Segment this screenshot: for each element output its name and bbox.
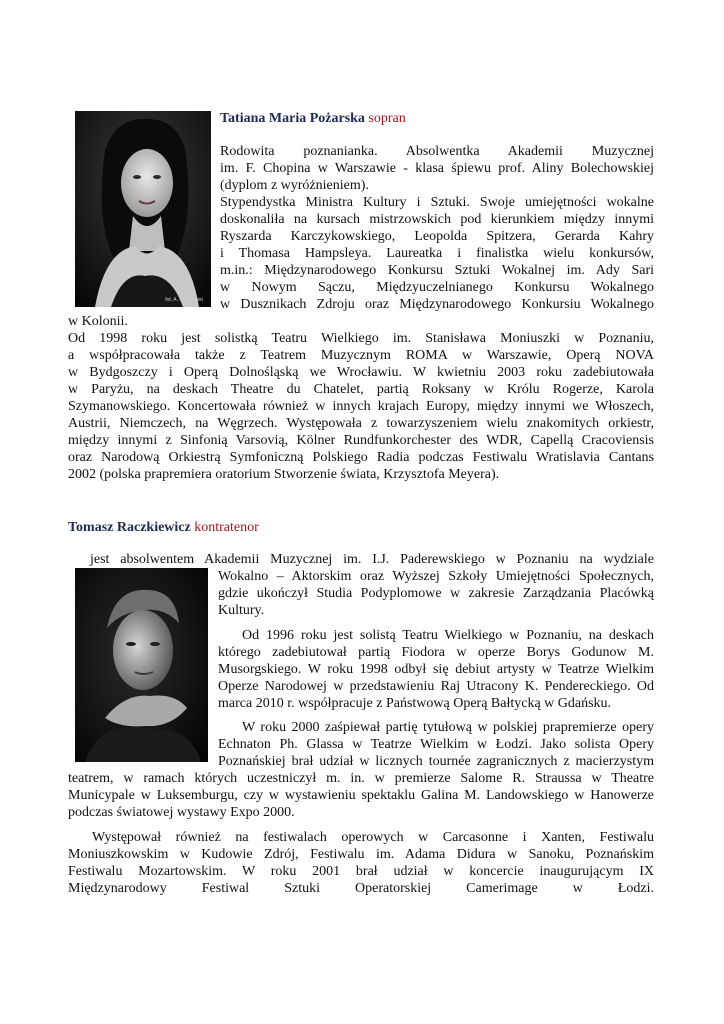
- text-line: w Dusznikach Zdroju oraz Międzynarodowego Konkursiu Wokalnego: [220, 297, 654, 312]
- text-line: Stypendystka Ministra Kultury i Sztuki. Swoje umiejętności wokalne: [220, 195, 654, 210]
- text-line: Operze Narodowej w przedstawieniu Raj Utracony K. Pendereckiego. Od: [218, 679, 654, 694]
- portrait-image: [75, 568, 208, 762]
- text-line: między innymi z Sinfonią Varsovią, Kölner Rundfunkorchester des WDR, Capellą Cracoviensis: [68, 433, 654, 448]
- heading-tatiana: [220, 110, 406, 127]
- text-line: Echnaton Ph. Glassa w Teatrze Wielkim w Łodzi. Jako solista Opery: [218, 737, 654, 752]
- text-line: Moniuszkowskim w Kudowie Zdrój, Festiwalu im. Adama Didura w Sanoku, Poznańskim: [68, 847, 654, 862]
- portrait-image: [75, 111, 211, 307]
- person-name: Tatiana Maria Pożarska: [220, 111, 365, 126]
- text-line: a współpracowała także z Teatrem Muzycznym ROMA w Warszawie, Operą NOVA: [68, 348, 654, 363]
- text-line: gdzie ukończył Studia Podyplomowe w zakresie Zarządzania Placówką: [218, 586, 654, 601]
- heading-tomasz: [68, 519, 259, 536]
- text-line: i Thomasa Hampsleya. Laureatka i finalistka wielu konkursów,: [220, 246, 654, 261]
- text-line: marca 2010 r. współpracuje z Państwową Operą Bałtycką w Gdańsku.: [218, 696, 612, 711]
- text-line: Rodowita poznanianka. Absolwentka Akademii Muzycznej: [220, 144, 654, 159]
- voice-type: kontratenor: [194, 520, 259, 535]
- person-name: Tomasz Raczkiewicz: [68, 520, 191, 535]
- text-line: Austrii, Niemczech, na Węgrzech. Występowała z towarzyszeniem wielu znakomitych orkiestr,: [68, 416, 654, 431]
- portrait-photo-tomasz: [75, 568, 208, 762]
- text-line: którego zadebiutował partią Fiodora w operze Borys Godunow M.: [218, 645, 654, 660]
- text-line: Municypale w Luksemburgu, czy w wystawieniu spektaklu Galina M. Landowskiego w Hanowerze: [68, 788, 654, 803]
- text-line: im. F. Chopina w Warszawie - klasa śpiewu prof. Aliny Bolechowskiej: [220, 161, 654, 176]
- text-line: m.in.: Międzynarodowego Konkursu Sztuki Wokalnej im. Ady Sari: [220, 263, 654, 278]
- text-line: w Paryżu, na deskach Theatre du Chatelet, partią Roksany w Królu Rogerze, Karola: [68, 382, 654, 397]
- voice-type: sopran: [368, 111, 406, 126]
- text-line: W roku 2000 zaśpiewał partię tytułową w polskiej prapremierze opery: [242, 720, 654, 735]
- photo-credit: fot. A. Grodowski: [165, 297, 203, 303]
- text-line: w Bydgoszczy i Operą Dolnośląską we Wrocławiu. W kwietniu 2003 roku zadebiutowała: [68, 365, 654, 380]
- text-line: w Nowym Sączu, Międzyuczelnianego Konkursu Wokalnego: [220, 280, 654, 295]
- text-line: oraz Narodową Orkiestrą Symfoniczną Polskiego Radia podczas Festiwalu Wratislavia Cantans: [68, 450, 654, 465]
- text-line: Występował również na festiwalach operowych w Carcasonne i Xanten, Festiwalu: [92, 830, 654, 845]
- text-line: Poznańskiej brał udział w licznych tournée zagranicznych z macierzystym: [218, 754, 654, 769]
- text-line: Festiwalu Mozartowskim. W roku 2001 brał udział w koncercie inaugurującym IX: [68, 864, 654, 879]
- text-line: Od 1998 roku jest solistką Teatru Wielkiego im. Stanisława Moniuszki w Poznaniu,: [68, 331, 654, 346]
- text-line: 2002 (polska prapremiera oratorium Stworzenie świata, Krzysztofa Meyera).: [68, 467, 500, 482]
- text-line: Szymanowskiego. Koncertowała również w innych krajach Europy, między innymi we Włoszech,: [68, 399, 654, 414]
- text-line: (dyplom z wyróżnieniem).: [220, 178, 369, 193]
- text-line: w Kolonii.: [68, 314, 128, 329]
- text-line: podczas światowej wystawy Expo 2000.: [68, 805, 295, 820]
- portrait-photo-tatiana: [75, 111, 211, 307]
- text-line: Musorgskiego. W roku 1998 odbył się debiut artysty w Teatrze Wielkim: [218, 662, 654, 677]
- text-line: teatrem, w ramach których uczestniczył m. in. w premierze Salome R. Straussa w Theatre: [68, 771, 654, 786]
- text-line: Od 1996 roku jest solistą Teatru Wielkiego w Poznaniu, na deskach: [242, 628, 654, 643]
- text-line: Międzynarodowy Festiwal Sztuki Operatorskiej Camerimage w Łodzi.: [68, 881, 654, 896]
- text-line: doskonaliła na kursach mistrzowskich pod kierunkiem między innymi: [220, 212, 654, 227]
- text-line: Ryszarda Karczykowskiego, Leopolda Spitzera, Gerarda Kahry: [220, 229, 654, 244]
- text-line: Kultury.: [218, 603, 265, 618]
- text-line: jest absolwentem Akademii Muzycznej im. I.J. Paderewskiego w Poznaniu na wydziale: [90, 552, 654, 567]
- text-line: Wokalno – Aktorskim oraz Wyższej Szkoły Umiejętności Społecznych,: [218, 569, 654, 584]
